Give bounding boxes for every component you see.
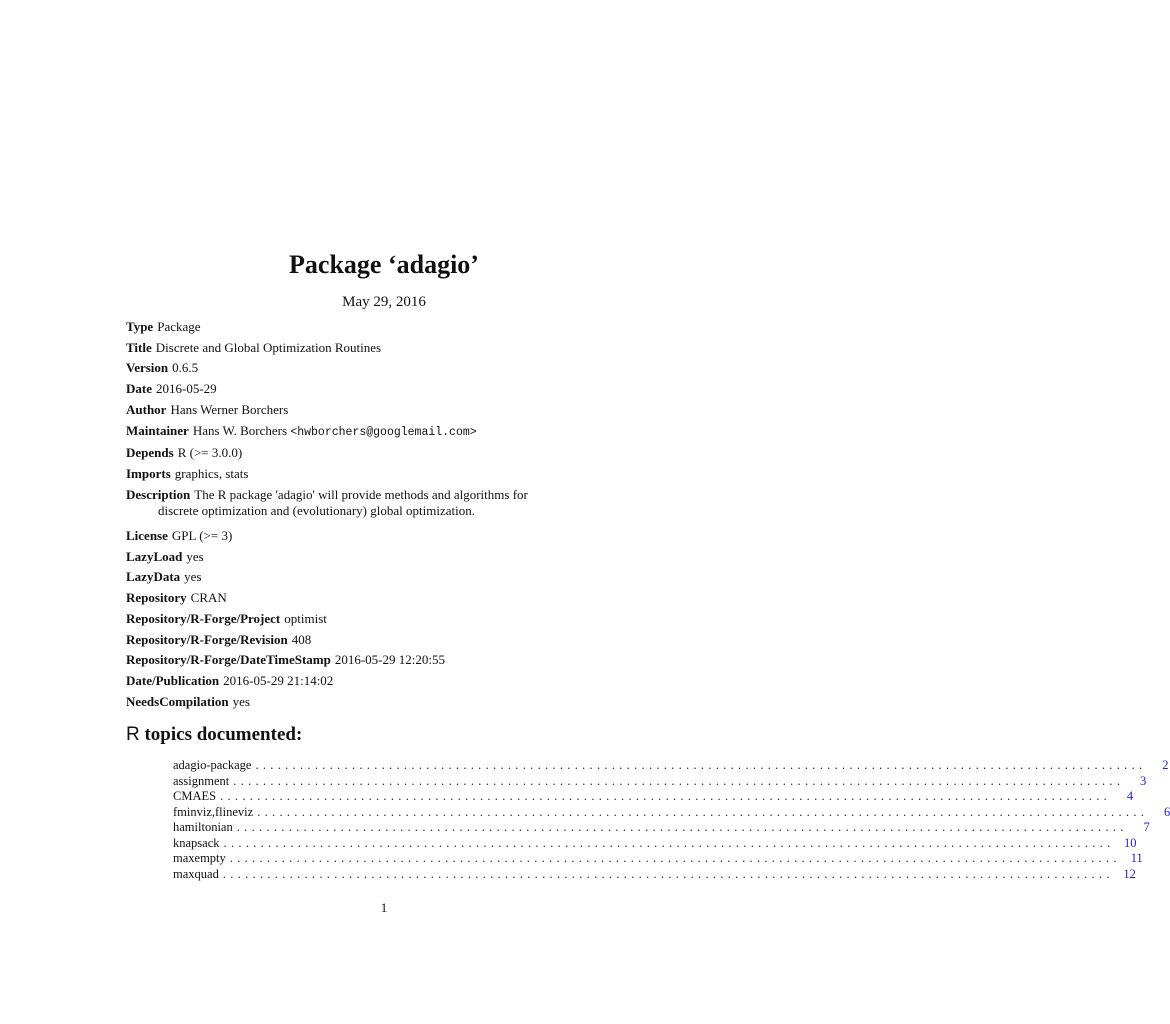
field-key: Date/Publication — [126, 672, 220, 688]
field-author — [126, 400, 646, 421]
field-value: 2016-05-29 21:14:02 — [223, 672, 334, 688]
toc-entry-name: maxquad — [173, 866, 219, 881]
toc-entry-name: fminviz,flineviz — [173, 804, 254, 819]
toc-leader-dots: ........................................................................................................................ — [233, 773, 1125, 788]
toc-leader-dots: ........................................................................................................................ — [220, 789, 1112, 803]
field-rforge-project — [126, 609, 646, 630]
field-key: Title — [126, 339, 152, 355]
toc-leader-dots: ........................................................................................................................ — [222, 866, 1114, 881]
field-value: 0.6.5 — [172, 360, 199, 376]
toc-entry[interactable] — [173, 804, 1170, 821]
field-value: Package — [157, 319, 201, 334]
toc-leader-dots: ........................................................................................................................ — [229, 851, 1121, 865]
field-key: LazyLoad — [126, 548, 183, 564]
field-key: LazyData — [126, 569, 181, 585]
field-value: CRAN — [190, 590, 227, 606]
page-number: 1 — [380, 900, 388, 915]
table-of-contents — [173, 758, 1170, 882]
toc-entry-name: adagio-package — [173, 758, 252, 772]
field-depends — [126, 443, 646, 464]
field-key: Imports — [126, 465, 171, 481]
field-rforge-datetimestamp — [126, 650, 646, 671]
toc-page-link[interactable]: 11 — [1130, 851, 1143, 865]
toc-entry[interactable] — [173, 820, 1150, 836]
toc-leader-dots: ........................................................................................................................ — [223, 835, 1115, 850]
field-key: Repository/R-Forge/DateTimeStamp — [126, 652, 331, 668]
field-lazyload — [126, 547, 646, 568]
toc-page-link[interactable]: 2 — [1162, 758, 1169, 772]
field-date — [126, 379, 646, 400]
page-title: Package ‘adagio’ — [289, 250, 479, 279]
field-value: 2016-05-29 12:20:55 — [334, 652, 445, 668]
field-needscompilation — [126, 692, 646, 713]
field-value: GPL (>= 3) — [171, 528, 233, 544]
toc-entry[interactable] — [173, 866, 1136, 883]
toc-entry[interactable] — [173, 789, 1134, 805]
field-version — [126, 358, 646, 379]
toc-entry[interactable] — [173, 851, 1143, 867]
field-title — [126, 338, 646, 359]
section-heading — [126, 724, 302, 746]
toc-entry-name: maxempty — [173, 851, 226, 865]
metadata-fields — [126, 317, 646, 712]
field-value: Hans Werner Borchers — [170, 401, 289, 417]
toc-entry-name: CMAES — [173, 789, 217, 803]
field-value: 2016-05-29 — [156, 381, 217, 397]
toc-entry[interactable] — [173, 835, 1137, 852]
field-key: Maintainer — [126, 422, 189, 438]
field-key: NeedsCompilation — [126, 693, 229, 709]
toc-page-link[interactable]: 12 — [1123, 866, 1136, 881]
field-value: yes — [232, 693, 250, 709]
field-type — [126, 317, 646, 338]
toc-entry-name: assignment — [173, 773, 230, 788]
field-key: Depends — [126, 445, 174, 461]
field-key: Repository/R-Forge/Project — [126, 610, 281, 626]
field-rforge-revision — [126, 630, 646, 651]
field-key: Author — [126, 401, 167, 417]
toc-page-link[interactable]: 7 — [1143, 820, 1150, 834]
publication-date: May 29, 2016 — [342, 294, 426, 310]
toc-page-link[interactable]: 4 — [1126, 789, 1134, 803]
toc-page-link[interactable]: 6 — [1163, 804, 1170, 819]
field-value: optimist — [284, 610, 327, 626]
field-key: Type — [126, 319, 154, 334]
field-key: Repository/R-Forge/Revision — [126, 631, 288, 647]
field-key: Repository — [126, 590, 187, 606]
field-value: graphics, stats — [174, 465, 249, 481]
field-license — [126, 526, 646, 547]
field-imports — [126, 464, 646, 485]
field-maintainer — [126, 421, 646, 444]
maintainer-email[interactable]: <hwborchers@googlemail.com> — [290, 425, 477, 439]
field-value: yes — [184, 569, 202, 585]
field-value: R (>= 3.0.0) — [177, 445, 243, 461]
section-heading-r: R — [126, 724, 140, 745]
field-value: Hans W. Borchers — [192, 422, 288, 438]
toc-leader-dots: ........................................................................................................................ — [236, 820, 1128, 834]
field-value: The R package 'adagio' will provide methods and algorithms for — [194, 486, 528, 502]
toc-entry-name: hamiltonian — [173, 820, 233, 834]
toc-entry[interactable] — [173, 758, 1169, 774]
toc-page-link[interactable]: 3 — [1140, 773, 1147, 788]
field-repository — [126, 588, 646, 609]
field-key: License — [126, 528, 168, 544]
field-date-publication — [126, 671, 646, 692]
field-value: yes — [186, 548, 204, 564]
field-value: 408 — [291, 631, 312, 647]
field-key: Date — [126, 381, 152, 397]
toc-page-link[interactable]: 10 — [1124, 835, 1137, 850]
field-lazydata — [126, 567, 646, 588]
toc-leader-dots: ........................................................................................................................ — [255, 758, 1147, 772]
toc-leader-dots: ........................................................................................................................ — [257, 804, 1149, 819]
toc-entry-name: knapsack — [173, 835, 220, 850]
field-key: Description — [126, 486, 191, 502]
field-description-continuation: discrete optimization and (evolutionary) global optimization. — [158, 503, 475, 519]
section-heading-text: topics documented: — [144, 724, 303, 745]
toc-entry[interactable] — [173, 773, 1147, 790]
field-value: Discrete and Global Optimization Routines — [155, 339, 382, 355]
field-key: Version — [126, 360, 169, 376]
